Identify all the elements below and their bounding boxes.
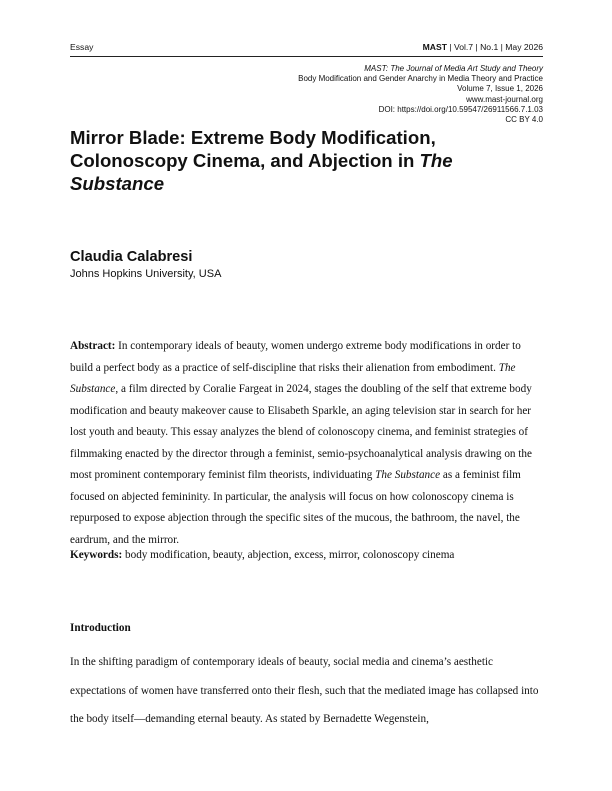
article-title [70, 126, 540, 195]
introduction-paragraph: In the shifting paradigm of contemporary ideals of beauty, social media and cinema’s aesthetic expectations of women have transferred onto their flesh, such that the mediated image has collapsed into the body itself—demanding eternal beauty. As stated by Bernadette Wegenstein, [70, 656, 539, 725]
abstract-text-3: as a feminist film focused on abjected femininity. In particular, the analysis will focus on how colonoscopy cinema is repurposed to expose abjection through the specific sites of the mucous, the bathroom, the navel, the eardrum, and the mirror. [70, 469, 521, 546]
section-label: Essay [70, 42, 94, 52]
abstract [70, 336, 546, 551]
keywords [70, 545, 546, 567]
issue-info: | Vol.7 | No.1 | May 2026 [446, 42, 543, 52]
journal-website: www.mast-journal.org [466, 94, 543, 104]
volume-issue: Volume 7, Issue 1, 2026 [457, 84, 543, 94]
journal-full-name: MAST: The Journal of Media Art Study and Theory [364, 64, 543, 73]
special-issue-title: Body Modification and Gender Anarchy in Media Theory and Practice [298, 74, 543, 84]
journal-issue-info [423, 42, 543, 52]
article-metadata [298, 64, 543, 125]
abstract-film-title-2: The Substance [375, 469, 441, 481]
doi: DOI: https://doi.org/10.59547/26911566.7.1.03 [378, 104, 543, 114]
abstract-text-2: , a film directed by Coralie Fargeat in 2024, stages the doubling of the self that extreme body modification and beauty makeover cause to Elisabeth Sparkle, an aging television star in search for her lost youth and beauty. This essay analyzes the blend of colonoscopy cinema, and feminist strategies of filmmaking enacted by the director through a feminist, semio-psychoanalytical analysis drawing on the most prominent contemporary feminist film theorists, individuating [70, 383, 532, 481]
introduction-heading: Introduction [70, 622, 131, 634]
abstract-film-title-1: The Substance [70, 361, 516, 395]
license: CC BY 4.0 [505, 115, 543, 125]
title-film-name: The Substance [70, 150, 453, 194]
abstract-text-1: In contemporary ideals of beauty, women undergo extreme body modifications in order to build a perfect body as a practice of self-discipline that risks their alienation from embodiment. [70, 340, 521, 374]
keywords-text: body modification, beauty, abjection, excess, mirror, colonoscopy cinema [122, 549, 455, 561]
journal-abbreviation: MAST [422, 42, 447, 52]
title-main: Mirror Blade: Extreme Body Modification, Colonoscopy Cinema, and Abjection in [70, 127, 436, 171]
abstract-label: Abstract: [70, 340, 116, 352]
author-affiliation: Johns Hopkins University, USA [70, 268, 222, 280]
running-header [70, 40, 543, 57]
author-name: Claudia Calabresi [70, 249, 193, 265]
keywords-label: Keywords: [70, 549, 123, 561]
